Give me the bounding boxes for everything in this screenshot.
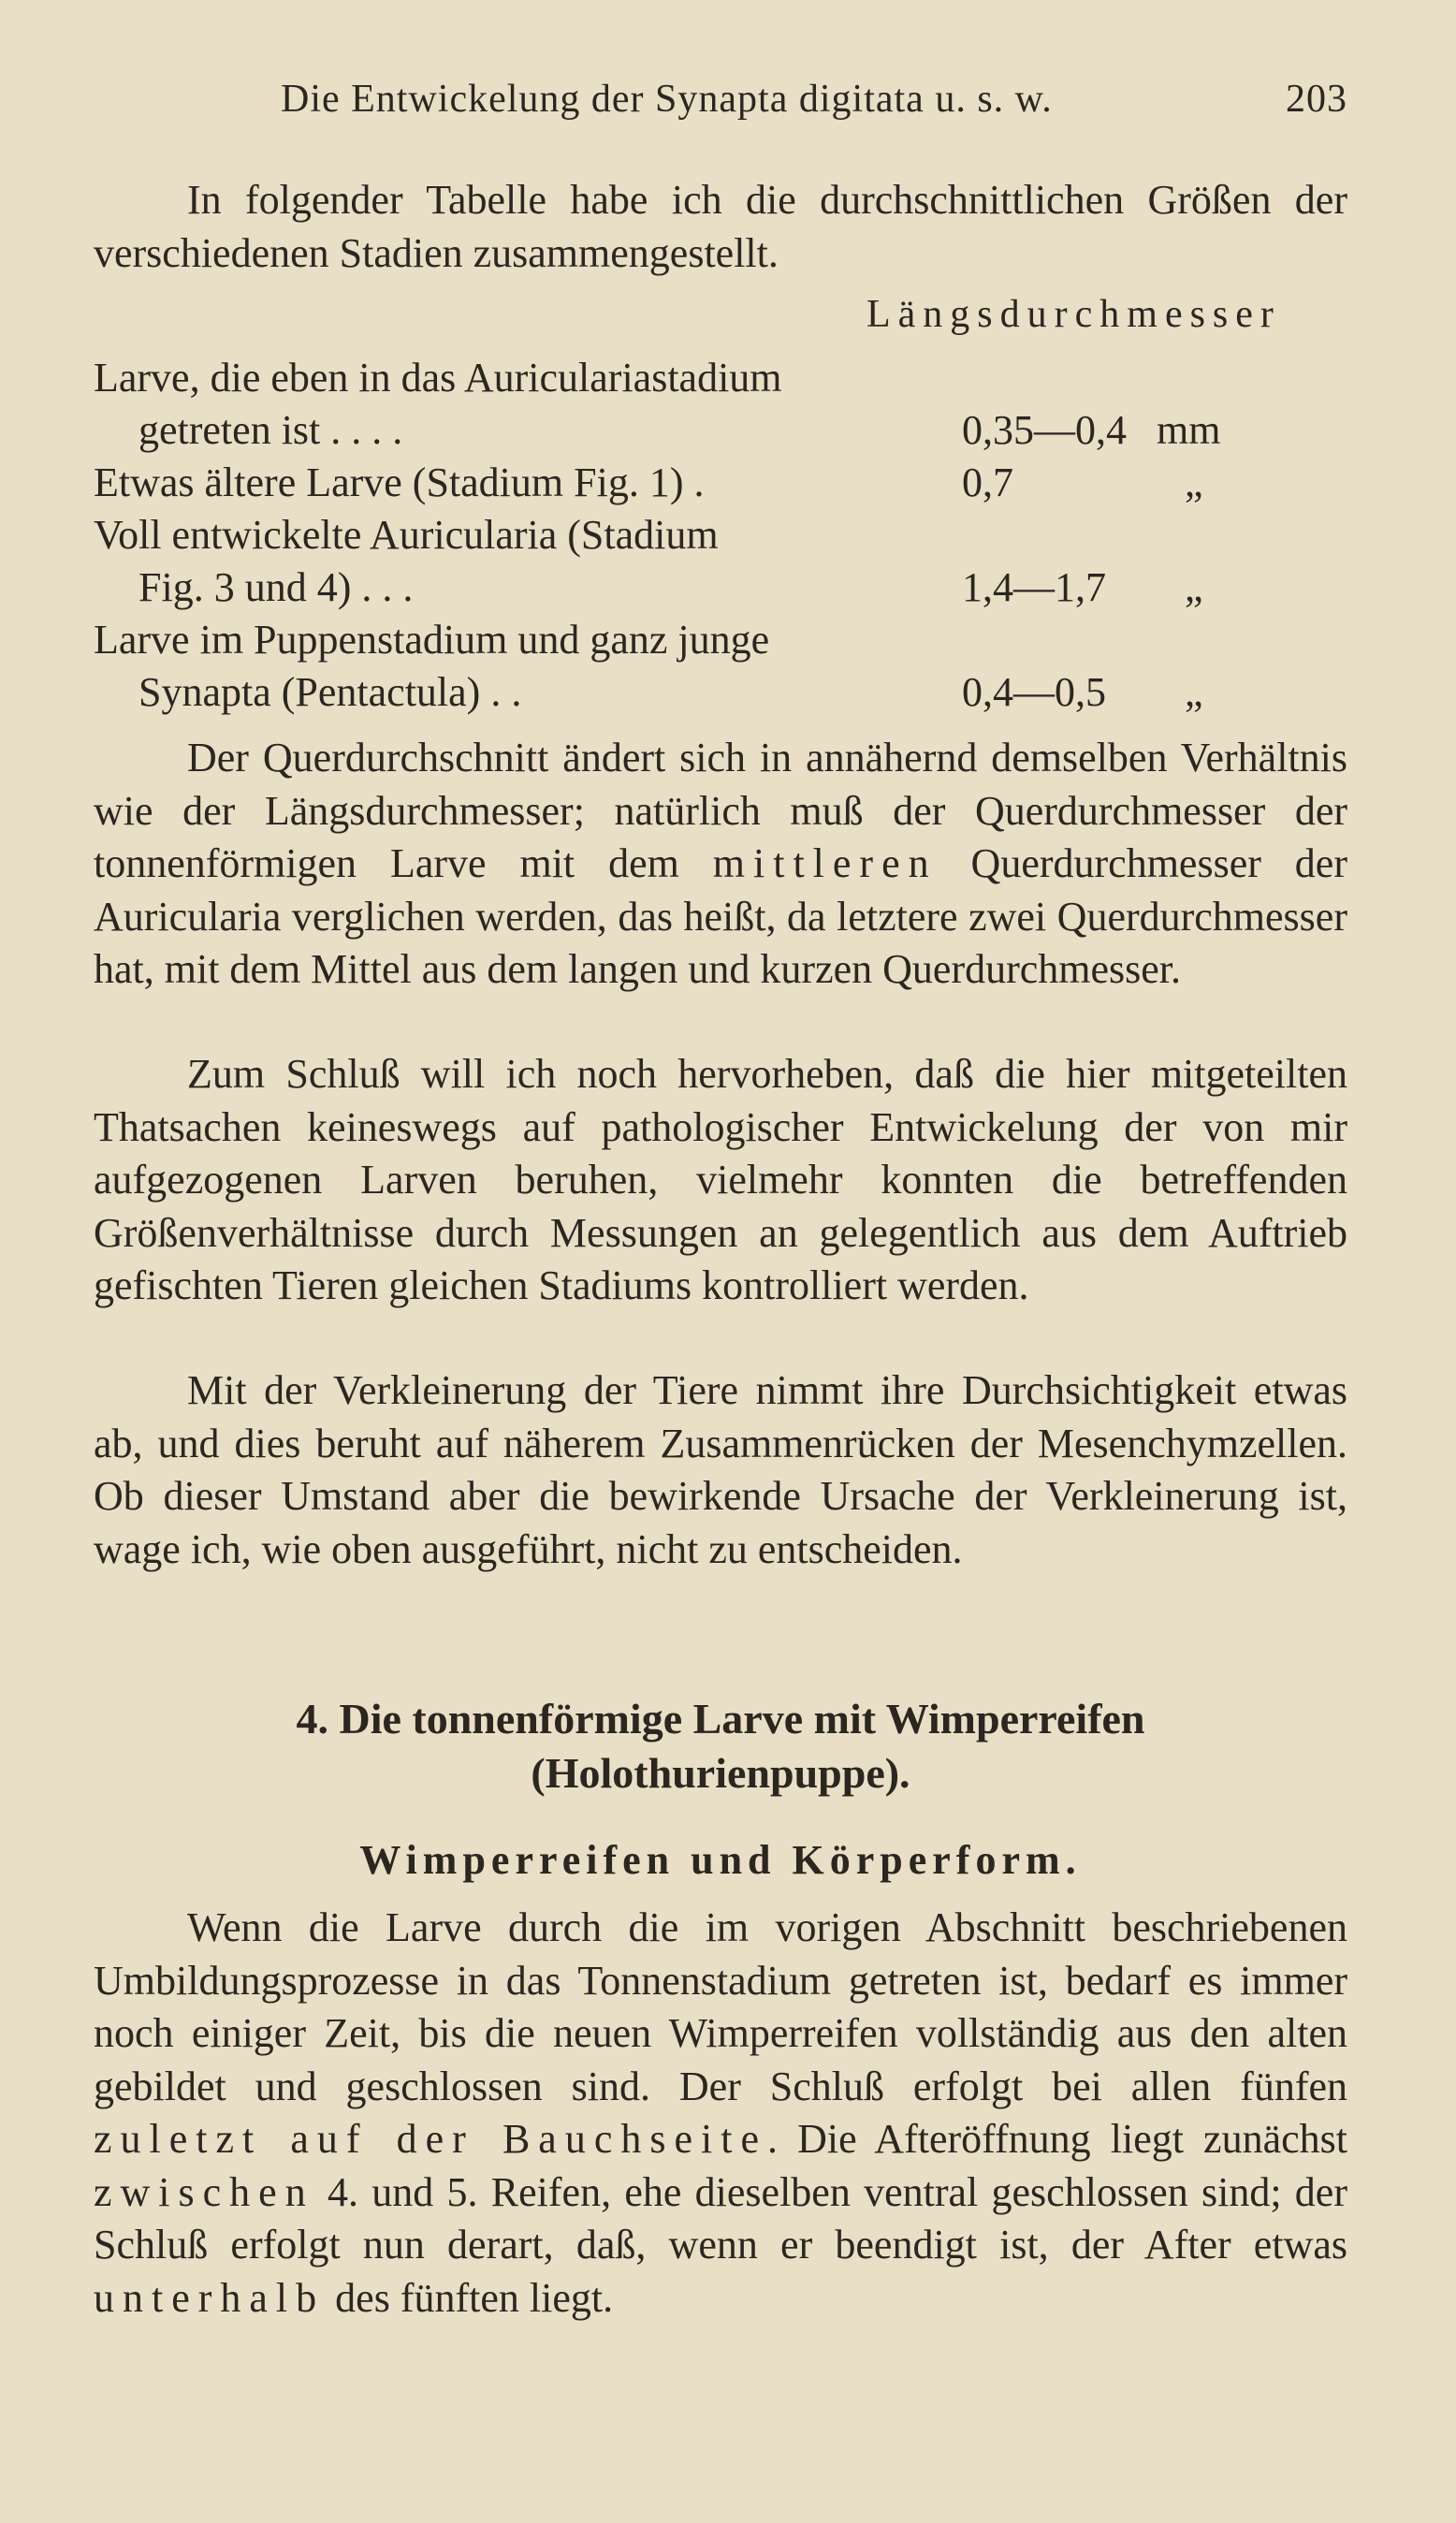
running-head [94, 77, 1347, 133]
row-label-continued: Synapta (Pentactula) . . [138, 669, 522, 715]
text-run: 4. und 5. Reifen, ehe dieselben ventral geschlossen sind; der Schluß erfolgt nun derart, daß, wenn er beendigt ist, der After etwas [94, 2168, 1347, 2268]
row-label: Larve, die eben in das Auriculariastadium [94, 355, 782, 401]
text-run: . Die Afteröffnung liegt zunächst [766, 2116, 1347, 2162]
table-row [94, 511, 1347, 563]
row-label-continued: getreten ist . . . . [138, 407, 403, 453]
table-column-header: Längsdurchmesser [866, 293, 1281, 336]
table-row [94, 459, 1347, 511]
row-unit: mm [1157, 407, 1221, 453]
table-row [94, 616, 1347, 668]
row-label: Larve im Puppenstadium und ganz junge [94, 617, 770, 663]
table-row [94, 406, 1347, 459]
table-row [94, 563, 1347, 616]
row-value: 0,35—0,4 [962, 407, 1127, 453]
paragraph-querdurchschnitt [94, 732, 1347, 997]
spaced-emphasis: zwischen [94, 2168, 314, 2215]
spaced-emphasis: mittleren [712, 840, 938, 886]
row-unit: „ [1185, 459, 1203, 505]
spaced-emphasis: zuletzt auf der Bauchseite [94, 2116, 767, 2162]
paragraph-schluss: Zum Schluß will ich noch hervorheben, daß die hier mitgeteilten Thatsachen keineswegs auf pathologischer Entwickelung der von mir aufgezogenen Larven beruhen, vielmehr konnten die betreffenden Größenverhältnisse durch Messungen an gelegentlich aus dem Auftrieb gefischten Tieren gleichen Stadiums kontrolliert werden. [94, 1051, 1347, 1308]
row-value: 0,4—0,5 [962, 669, 1106, 715]
row-label: Voll entwickelte Auricularia (Stadium [94, 512, 719, 558]
section-number: 4. [296, 1695, 328, 1743]
intro-paragraph: In folgender Tabelle habe ich die durchschnittlichen Größen der verschiedenen Stadien zusammengestellt. [94, 177, 1347, 276]
section-heading-line2: (Holothurienpuppe). [531, 1749, 910, 1797]
row-value: 0,7 [962, 459, 1013, 505]
table-row [94, 668, 1347, 721]
section-title: Die tonnenförmige Larve mit Wimperreifen [339, 1695, 1145, 1743]
row-unit: „ [1185, 669, 1203, 715]
text-run: Wenn die Larve durch die im vorigen Abschnitt beschriebenen Umbildungsprozesse in das Tonnenstadium getreten ist, bedarf es immer noch einiger Zeit, bis die neuen Wimperreifen vollständig aus den alten gebildet und geschlossen sind. Der Schluß erfolgt bei allen fünfen [94, 1904, 1347, 2109]
text-run: des fünften liegt. [325, 2274, 614, 2321]
spaced-emphasis: unterhalb [94, 2274, 326, 2321]
row-unit: „ [1185, 564, 1203, 610]
subheading: Wimperreifen und Körperform. [359, 1837, 1082, 1883]
row-label: Etwas ältere Larve (Stadium Fig. 1) . [94, 459, 705, 505]
book-page [94, 0, 1347, 2523]
paragraph-verkleinerung: Mit der Verkleinerung der Tiere nimmt ihre Durchsichtigkeit etwas ab, und dies beruht auf näherem Zusammenrücken der Mesenchymzellen. Ob dieser Umstand aber die bewirkende Ursache der Verkleinerung ist, wage ich, wie oben ausgeführt, nicht zu entscheiden. [94, 1367, 1347, 1572]
table-row [94, 354, 1347, 406]
row-label-continued: Fig. 3 und 4) . . . [138, 564, 414, 610]
text-run: Querdurchmesser der Auricularia verglichen werden, das heißt, da letztere zwei Querdurchmesser hat, mit dem Mittel aus dem langen und kurzen Querdurchmesser. [94, 840, 1347, 992]
row-value: 1,4—1,7 [962, 564, 1106, 610]
section-heading [94, 1692, 1347, 1746]
page-number: 203 [1286, 78, 1347, 121]
paragraph-wimperreifen [94, 1902, 1347, 2325]
running-title: Die Entwickelung der Synapta digitata u. s. w. [281, 78, 1053, 121]
text-run: Der Querdurchschnitt ändert sich in annähernd demselben Verhältnis wie der Längsdurchmesser; natürlich muß der Querdurchmesser der tonnenförmigen Larve mit dem [94, 735, 1347, 886]
